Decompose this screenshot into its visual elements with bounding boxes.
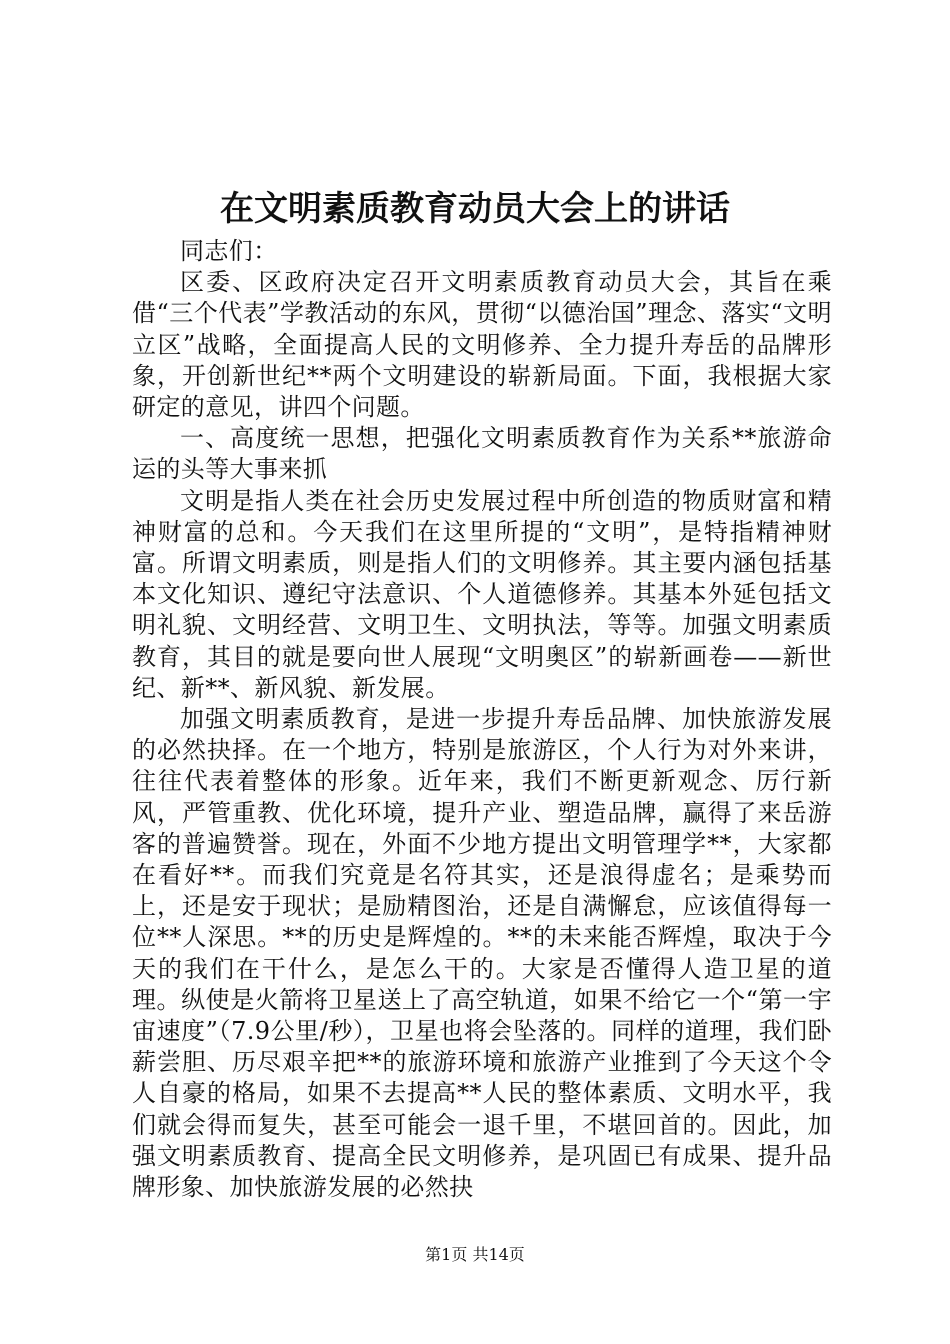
page-number-footer: 第1页 共14页 — [425, 1245, 525, 1264]
paragraph-importance: 加强文明素质教育，是进一步提升寿岳品牌、加快旅游发展的必然抉择。在一个地方，特别是旅游区，个人行为对外来讲，往往代表着整体的形象。近年来，我们不断更新观念、厉行新风，严管重教、优化环境，提升产业、塑造品牌，赢得了来岳游客的普遍赞誉。现在，外面不少地方提出文明管理学**，大家都在看好**。而我们究竟是名符其实，还是浪得虚名；是乘势而上，还是安于现状；是励精图治，还是自满懈怠，应该值得每一位**人深思。**的历史是辉煌的。**的未来能否辉煌，取决于今天的我们在干什么，是怎么干的。大家是否懂得人造卫星的道理。纵使是火箭将卫星送上了高空轨道，如果不给它一个“第一宇宙速度”（7.9公里/秒），卫星也将会坠落的。同样的道理，我们卧薪尝胆、历尽艰辛把**的旅游环境和旅游产业推到了今天这个令人自豪的格局，如果不去提高**人民的整体素质、文明水平，我们就会得而复失，甚至可能会一退千里，不堪回首的。因此，加强文明素质教育、提高全民文明修养，是巩固已有成果、提升品牌形象、加快旅游发展的必然抉 — [132, 705, 832, 1202]
document-title: 在文明素质教育动员大会上的讲话 — [220, 189, 730, 229]
section-heading-1: 一、高度统一思想，把强化文明素质教育作为关系**旅游命运的头等大事来抓 — [132, 424, 832, 484]
salutation: 同志们： — [180, 237, 278, 265]
paragraph-intro: 区委、区政府决定召开文明素质教育动员大会，其旨在乘借“三个代表”学教活动的东风，贯彻“以德治国”理念、落实“文明立区”战略，全面提高人民的文明修养、全力提升寿岳的品牌形象，开创新世纪**两个文明建设的崭新局面。下面，我根据大家研定的意见，讲四个问题。 — [132, 268, 832, 422]
document-body — [132, 236, 832, 1203]
paragraph-definition: 文明是指人类在社会历史发展过程中所创造的物质财富和精神财富的总和。今天我们在这里所提的“文明”，是特指精神财富。所谓文明素质，则是指人们的文明修养。其主要内涵包括基本文化知识、遵纪守法意识、个人道德修养。其基本外延包括文明礼貌、文明经营、文明卫生、文明执法，等等。加强文明素质教育，其目的就是要向世人展现“文明奥区”的崭新画卷——新世纪、新**、新风貌、新发展。 — [132, 486, 832, 702]
